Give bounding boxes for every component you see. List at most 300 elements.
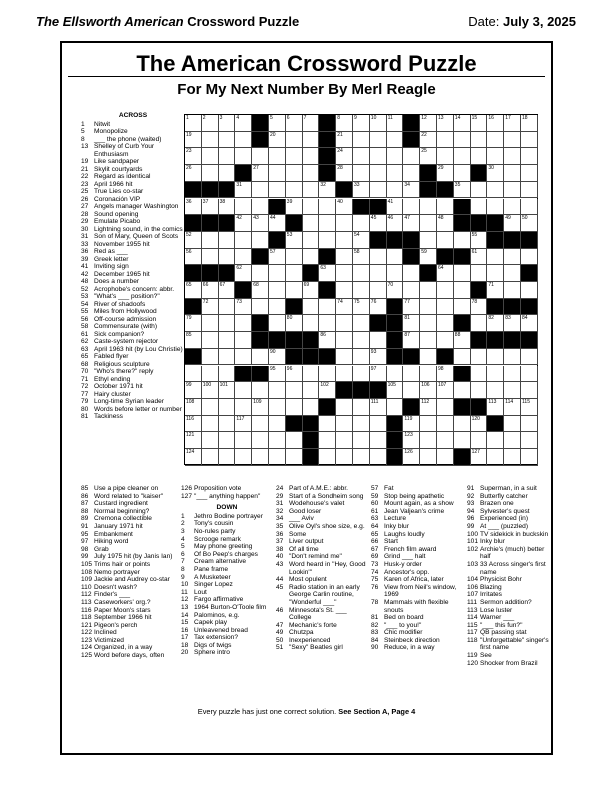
grid-cell[interactable] xyxy=(269,449,286,466)
grid-cell[interactable] xyxy=(437,399,454,416)
grid-cell[interactable] xyxy=(487,199,504,216)
grid-cell[interactable] xyxy=(487,315,504,332)
grid-cell[interactable] xyxy=(219,399,236,416)
grid-cell[interactable] xyxy=(269,215,286,232)
grid-cell[interactable] xyxy=(437,199,454,216)
grid-cell[interactable] xyxy=(471,199,488,216)
grid-cell[interactable] xyxy=(370,399,387,416)
grid-cell[interactable] xyxy=(471,182,488,199)
grid-cell[interactable] xyxy=(269,282,286,299)
grid-cell[interactable] xyxy=(353,282,370,299)
grid-cell[interactable] xyxy=(336,165,353,182)
grid-cell[interactable] xyxy=(504,349,521,366)
grid-cell[interactable] xyxy=(403,282,420,299)
grid-cell[interactable] xyxy=(454,148,471,165)
grid-cell[interactable] xyxy=(336,349,353,366)
grid-cell[interactable] xyxy=(353,232,370,249)
grid-cell[interactable] xyxy=(487,432,504,449)
grid-cell[interactable] xyxy=(319,449,336,466)
grid-cell[interactable] xyxy=(370,215,387,232)
grid-cell[interactable] xyxy=(336,366,353,383)
grid-cell[interactable] xyxy=(336,115,353,132)
grid-cell[interactable] xyxy=(387,115,404,132)
grid-cell[interactable] xyxy=(353,299,370,316)
grid-cell[interactable] xyxy=(235,132,252,149)
grid-cell[interactable] xyxy=(387,366,404,383)
grid-cell[interactable] xyxy=(202,349,219,366)
grid-cell[interactable] xyxy=(403,449,420,466)
grid-cell[interactable] xyxy=(185,115,202,132)
grid-cell[interactable] xyxy=(303,165,320,182)
grid-cell[interactable] xyxy=(353,249,370,266)
grid-cell[interactable] xyxy=(252,282,269,299)
grid-cell[interactable] xyxy=(437,416,454,433)
grid-cell[interactable] xyxy=(521,366,538,383)
grid-cell[interactable] xyxy=(437,315,454,332)
grid-cell[interactable] xyxy=(504,282,521,299)
grid-cell[interactable] xyxy=(185,165,202,182)
grid-cell[interactable] xyxy=(487,132,504,149)
grid-cell[interactable] xyxy=(252,165,269,182)
grid-cell[interactable] xyxy=(471,366,488,383)
grid-cell[interactable] xyxy=(202,382,219,399)
grid-cell[interactable] xyxy=(303,232,320,249)
grid-cell[interactable] xyxy=(303,199,320,216)
grid-cell[interactable] xyxy=(219,299,236,316)
grid-cell[interactable] xyxy=(504,115,521,132)
grid-cell[interactable] xyxy=(202,232,219,249)
grid-cell[interactable] xyxy=(336,449,353,466)
grid-cell[interactable] xyxy=(235,416,252,433)
grid-cell[interactable] xyxy=(319,232,336,249)
grid-cell[interactable] xyxy=(303,249,320,266)
grid-cell[interactable] xyxy=(471,416,488,433)
grid-cell[interactable] xyxy=(286,282,303,299)
grid-cell[interactable] xyxy=(387,199,404,216)
grid-cell[interactable] xyxy=(403,199,420,216)
grid-cell[interactable] xyxy=(219,232,236,249)
grid-cell[interactable] xyxy=(454,416,471,433)
crossword-grid[interactable] xyxy=(184,114,538,465)
grid-cell[interactable] xyxy=(471,232,488,249)
grid-cell[interactable] xyxy=(504,366,521,383)
grid-cell[interactable] xyxy=(185,249,202,266)
grid-cell[interactable] xyxy=(319,182,336,199)
grid-cell[interactable] xyxy=(420,282,437,299)
grid-cell[interactable] xyxy=(471,349,488,366)
grid-cell[interactable] xyxy=(185,449,202,466)
grid-cell[interactable] xyxy=(185,315,202,332)
grid-cell[interactable] xyxy=(319,382,336,399)
grid-cell[interactable] xyxy=(437,132,454,149)
grid-cell[interactable] xyxy=(185,399,202,416)
grid-cell[interactable] xyxy=(269,432,286,449)
grid-cell[interactable] xyxy=(353,366,370,383)
grid-cell[interactable] xyxy=(219,382,236,399)
grid-cell[interactable] xyxy=(521,382,538,399)
grid-cell[interactable] xyxy=(521,132,538,149)
grid-cell[interactable] xyxy=(521,399,538,416)
grid-cell[interactable] xyxy=(336,232,353,249)
grid-cell[interactable] xyxy=(235,265,252,282)
grid-cell[interactable] xyxy=(420,399,437,416)
grid-cell[interactable] xyxy=(521,148,538,165)
grid-cell[interactable] xyxy=(235,432,252,449)
grid-cell[interactable] xyxy=(504,199,521,216)
grid-cell[interactable] xyxy=(286,232,303,249)
grid-cell[interactable] xyxy=(420,215,437,232)
grid-cell[interactable] xyxy=(185,382,202,399)
grid-cell[interactable] xyxy=(269,416,286,433)
grid-cell[interactable] xyxy=(202,299,219,316)
grid-cell[interactable] xyxy=(420,299,437,316)
grid-cell[interactable] xyxy=(235,315,252,332)
grid-cell[interactable] xyxy=(504,399,521,416)
grid-cell[interactable] xyxy=(353,148,370,165)
grid-cell[interactable] xyxy=(219,132,236,149)
grid-cell[interactable] xyxy=(353,115,370,132)
grid-cell[interactable] xyxy=(286,199,303,216)
grid-cell[interactable] xyxy=(319,366,336,383)
grid-cell[interactable] xyxy=(269,399,286,416)
grid-cell[interactable] xyxy=(219,199,236,216)
grid-cell[interactable] xyxy=(336,215,353,232)
grid-cell[interactable] xyxy=(454,349,471,366)
grid-cell[interactable] xyxy=(269,165,286,182)
grid-cell[interactable] xyxy=(471,132,488,149)
grid-cell[interactable] xyxy=(487,165,504,182)
grid-cell[interactable] xyxy=(286,132,303,149)
grid-cell[interactable] xyxy=(353,349,370,366)
grid-cell[interactable] xyxy=(370,132,387,149)
grid-cell[interactable] xyxy=(235,215,252,232)
grid-cell[interactable] xyxy=(269,132,286,149)
grid-cell[interactable] xyxy=(437,449,454,466)
grid-cell[interactable] xyxy=(319,215,336,232)
grid-cell[interactable] xyxy=(487,399,504,416)
grid-cell[interactable] xyxy=(521,449,538,466)
grid-cell[interactable] xyxy=(487,349,504,366)
grid-cell[interactable] xyxy=(252,232,269,249)
grid-cell[interactable] xyxy=(286,449,303,466)
grid-cell[interactable] xyxy=(403,265,420,282)
grid-cell[interactable] xyxy=(454,282,471,299)
grid-cell[interactable] xyxy=(336,148,353,165)
grid-cell[interactable] xyxy=(336,332,353,349)
grid-cell[interactable] xyxy=(252,182,269,199)
grid-cell[interactable] xyxy=(336,416,353,433)
grid-cell[interactable] xyxy=(403,165,420,182)
grid-cell[interactable] xyxy=(303,282,320,299)
grid-cell[interactable] xyxy=(403,182,420,199)
grid-cell[interactable] xyxy=(487,115,504,132)
grid-cell[interactable] xyxy=(471,432,488,449)
grid-cell[interactable] xyxy=(403,332,420,349)
grid-cell[interactable] xyxy=(185,132,202,149)
grid-cell[interactable] xyxy=(336,432,353,449)
grid-cell[interactable] xyxy=(454,132,471,149)
grid-cell[interactable] xyxy=(252,416,269,433)
grid-cell[interactable] xyxy=(336,299,353,316)
grid-cell[interactable] xyxy=(420,249,437,266)
grid-cell[interactable] xyxy=(235,199,252,216)
grid-cell[interactable] xyxy=(370,282,387,299)
grid-cell[interactable] xyxy=(336,282,353,299)
grid-cell[interactable] xyxy=(504,315,521,332)
grid-cell[interactable] xyxy=(219,449,236,466)
grid-cell[interactable] xyxy=(235,148,252,165)
grid-cell[interactable] xyxy=(504,182,521,199)
grid-cell[interactable] xyxy=(353,165,370,182)
grid-cell[interactable] xyxy=(420,132,437,149)
grid-cell[interactable] xyxy=(252,449,269,466)
grid-cell[interactable] xyxy=(319,416,336,433)
grid-cell[interactable] xyxy=(269,148,286,165)
grid-cell[interactable] xyxy=(269,249,286,266)
grid-cell[interactable] xyxy=(319,315,336,332)
grid-cell[interactable] xyxy=(403,366,420,383)
grid-cell[interactable] xyxy=(303,399,320,416)
grid-cell[interactable] xyxy=(286,115,303,132)
grid-cell[interactable] xyxy=(235,115,252,132)
grid-cell[interactable] xyxy=(504,148,521,165)
grid-cell[interactable] xyxy=(252,432,269,449)
grid-cell[interactable] xyxy=(202,399,219,416)
grid-cell[interactable] xyxy=(252,148,269,165)
grid-cell[interactable] xyxy=(471,115,488,132)
grid-cell[interactable] xyxy=(219,249,236,266)
grid-cell[interactable] xyxy=(235,249,252,266)
grid-cell[interactable] xyxy=(420,382,437,399)
grid-cell[interactable] xyxy=(420,315,437,332)
grid-cell[interactable] xyxy=(269,315,286,332)
grid-cell[interactable] xyxy=(235,399,252,416)
grid-cell[interactable] xyxy=(370,332,387,349)
grid-cell[interactable] xyxy=(420,416,437,433)
grid-cell[interactable] xyxy=(437,432,454,449)
grid-cell[interactable] xyxy=(252,199,269,216)
grid-cell[interactable] xyxy=(521,199,538,216)
grid-cell[interactable] xyxy=(336,199,353,216)
grid-cell[interactable] xyxy=(202,165,219,182)
grid-cell[interactable] xyxy=(185,148,202,165)
grid-cell[interactable] xyxy=(269,382,286,399)
grid-cell[interactable] xyxy=(353,432,370,449)
grid-cell[interactable] xyxy=(437,215,454,232)
grid-cell[interactable] xyxy=(185,432,202,449)
grid-cell[interactable] xyxy=(303,148,320,165)
grid-cell[interactable] xyxy=(219,332,236,349)
grid-cell[interactable] xyxy=(202,282,219,299)
grid-cell[interactable] xyxy=(353,399,370,416)
grid-cell[interactable] xyxy=(420,332,437,349)
grid-cell[interactable] xyxy=(504,382,521,399)
grid-cell[interactable] xyxy=(319,332,336,349)
grid-cell[interactable] xyxy=(336,399,353,416)
grid-cell[interactable] xyxy=(219,165,236,182)
grid-cell[interactable] xyxy=(437,366,454,383)
grid-cell[interactable] xyxy=(235,382,252,399)
grid-cell[interactable] xyxy=(353,449,370,466)
grid-cell[interactable] xyxy=(403,299,420,316)
grid-cell[interactable] xyxy=(504,215,521,232)
grid-cell[interactable] xyxy=(387,382,404,399)
grid-cell[interactable] xyxy=(370,416,387,433)
grid-cell[interactable] xyxy=(521,165,538,182)
grid-cell[interactable] xyxy=(269,265,286,282)
grid-cell[interactable] xyxy=(185,366,202,383)
grid-cell[interactable] xyxy=(303,115,320,132)
grid-cell[interactable] xyxy=(303,366,320,383)
grid-cell[interactable] xyxy=(219,282,236,299)
grid-cell[interactable] xyxy=(353,416,370,433)
grid-cell[interactable] xyxy=(370,265,387,282)
grid-cell[interactable] xyxy=(387,132,404,149)
grid-cell[interactable] xyxy=(437,148,454,165)
grid-cell[interactable] xyxy=(521,215,538,232)
grid-cell[interactable] xyxy=(370,148,387,165)
grid-cell[interactable] xyxy=(437,265,454,282)
grid-cell[interactable] xyxy=(269,299,286,316)
grid-cell[interactable] xyxy=(303,315,320,332)
grid-cell[interactable] xyxy=(454,115,471,132)
grid-cell[interactable] xyxy=(319,265,336,282)
grid-cell[interactable] xyxy=(420,349,437,366)
grid-cell[interactable] xyxy=(370,165,387,182)
grid-cell[interactable] xyxy=(185,199,202,216)
grid-cell[interactable] xyxy=(521,182,538,199)
grid-cell[interactable] xyxy=(504,265,521,282)
grid-cell[interactable] xyxy=(420,199,437,216)
grid-cell[interactable] xyxy=(202,115,219,132)
grid-cell[interactable] xyxy=(202,432,219,449)
grid-cell[interactable] xyxy=(521,349,538,366)
grid-cell[interactable] xyxy=(353,132,370,149)
grid-cell[interactable] xyxy=(487,265,504,282)
grid-cell[interactable] xyxy=(387,249,404,266)
grid-cell[interactable] xyxy=(454,182,471,199)
grid-cell[interactable] xyxy=(487,282,504,299)
grid-cell[interactable] xyxy=(269,366,286,383)
grid-cell[interactable] xyxy=(202,332,219,349)
grid-cell[interactable] xyxy=(353,215,370,232)
grid-cell[interactable] xyxy=(185,282,202,299)
grid-cell[interactable] xyxy=(521,315,538,332)
grid-cell[interactable] xyxy=(487,148,504,165)
grid-cell[interactable] xyxy=(437,299,454,316)
grid-cell[interactable] xyxy=(336,315,353,332)
grid-cell[interactable] xyxy=(454,432,471,449)
grid-cell[interactable] xyxy=(370,299,387,316)
grid-cell[interactable] xyxy=(454,299,471,316)
grid-cell[interactable] xyxy=(403,215,420,232)
grid-cell[interactable] xyxy=(504,165,521,182)
grid-cell[interactable] xyxy=(420,148,437,165)
grid-cell[interactable] xyxy=(286,249,303,266)
grid-cell[interactable] xyxy=(487,182,504,199)
grid-cell[interactable] xyxy=(319,299,336,316)
grid-cell[interactable] xyxy=(319,432,336,449)
grid-cell[interactable] xyxy=(235,449,252,466)
grid-cell[interactable] xyxy=(471,299,488,316)
grid-cell[interactable] xyxy=(235,299,252,316)
grid-cell[interactable] xyxy=(420,366,437,383)
grid-cell[interactable] xyxy=(437,282,454,299)
grid-cell[interactable] xyxy=(235,332,252,349)
grid-cell[interactable] xyxy=(303,382,320,399)
grid-cell[interactable] xyxy=(471,315,488,332)
grid-cell[interactable] xyxy=(521,416,538,433)
grid-cell[interactable] xyxy=(454,265,471,282)
grid-cell[interactable] xyxy=(202,132,219,149)
grid-cell[interactable] xyxy=(437,115,454,132)
grid-cell[interactable] xyxy=(504,416,521,433)
grid-cell[interactable] xyxy=(487,249,504,266)
grid-cell[interactable] xyxy=(370,349,387,366)
grid-cell[interactable] xyxy=(387,215,404,232)
grid-cell[interactable] xyxy=(286,382,303,399)
grid-cell[interactable] xyxy=(303,299,320,316)
grid-cell[interactable] xyxy=(185,232,202,249)
grid-cell[interactable] xyxy=(336,132,353,149)
grid-cell[interactable] xyxy=(454,332,471,349)
grid-cell[interactable] xyxy=(521,432,538,449)
grid-cell[interactable] xyxy=(420,449,437,466)
grid-cell[interactable] xyxy=(252,215,269,232)
grid-cell[interactable] xyxy=(420,115,437,132)
grid-cell[interactable] xyxy=(286,165,303,182)
grid-cell[interactable] xyxy=(336,249,353,266)
grid-cell[interactable] xyxy=(403,432,420,449)
grid-cell[interactable] xyxy=(387,265,404,282)
grid-cell[interactable] xyxy=(252,382,269,399)
grid-cell[interactable] xyxy=(185,416,202,433)
grid-cell[interactable] xyxy=(471,265,488,282)
grid-cell[interactable] xyxy=(303,132,320,149)
grid-cell[interactable] xyxy=(521,115,538,132)
grid-cell[interactable] xyxy=(219,349,236,366)
grid-cell[interactable] xyxy=(286,432,303,449)
grid-cell[interactable] xyxy=(269,182,286,199)
grid-cell[interactable] xyxy=(387,148,404,165)
grid-cell[interactable] xyxy=(504,432,521,449)
grid-cell[interactable] xyxy=(521,282,538,299)
grid-cell[interactable] xyxy=(370,432,387,449)
grid-cell[interactable] xyxy=(403,315,420,332)
grid-cell[interactable] xyxy=(319,199,336,216)
grid-cell[interactable] xyxy=(437,232,454,249)
grid-cell[interactable] xyxy=(353,182,370,199)
grid-cell[interactable] xyxy=(202,249,219,266)
grid-cell[interactable] xyxy=(219,416,236,433)
grid-cell[interactable] xyxy=(202,315,219,332)
grid-cell[interactable] xyxy=(219,432,236,449)
grid-cell[interactable] xyxy=(437,332,454,349)
grid-cell[interactable] xyxy=(235,232,252,249)
grid-cell[interactable] xyxy=(303,215,320,232)
grid-cell[interactable] xyxy=(370,449,387,466)
grid-cell[interactable] xyxy=(504,449,521,466)
grid-cell[interactable] xyxy=(353,265,370,282)
grid-cell[interactable] xyxy=(387,182,404,199)
grid-cell[interactable] xyxy=(370,366,387,383)
grid-cell[interactable] xyxy=(219,315,236,332)
grid-cell[interactable] xyxy=(471,249,488,266)
grid-cell[interactable] xyxy=(286,366,303,383)
grid-cell[interactable] xyxy=(454,382,471,399)
grid-cell[interactable] xyxy=(303,182,320,199)
grid-cell[interactable] xyxy=(387,399,404,416)
